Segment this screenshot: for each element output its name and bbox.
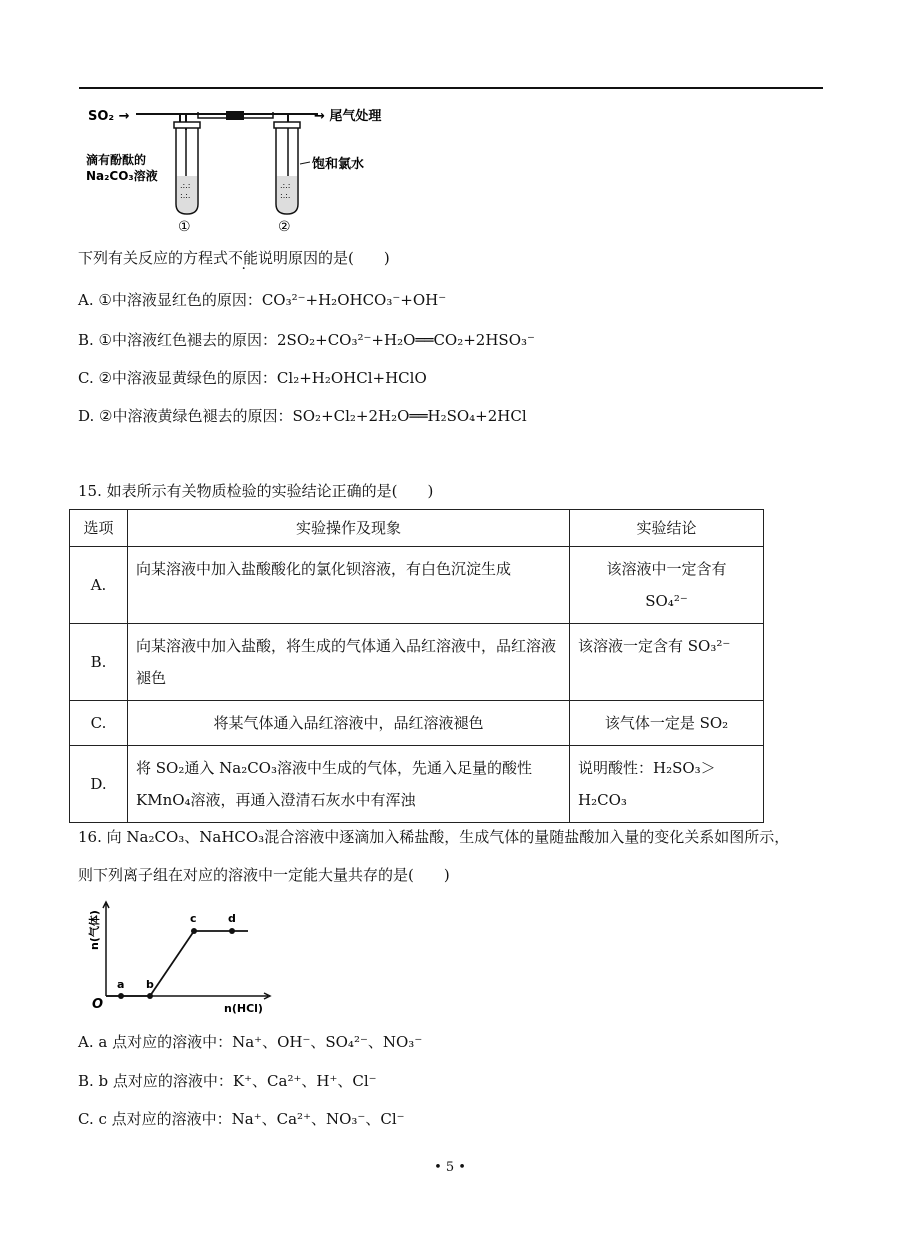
q14-option-a: A. ①中溶液显红色的原因：CO₃²⁻+H₂OHCO₃⁻+OH⁻ [78, 291, 447, 309]
tube2-stopper [274, 122, 300, 128]
row-operation: 将某气体通入品红溶液中，品红溶液褪色 [128, 701, 570, 746]
point-b [147, 993, 153, 999]
emphasis-text: 不能 [228, 249, 259, 267]
gas-curve [106, 931, 248, 996]
origin-label: O [92, 997, 104, 1012]
point-d [229, 928, 235, 934]
row-operation: 向某溶液中加入盐酸，将生成的气体通入品红溶液中，品红溶液褪色 [128, 624, 570, 701]
rubber-joint [226, 111, 244, 120]
x-axis-label: n(HCl) [224, 1002, 263, 1015]
q14-option-d: D. ②中溶液黄绿色褪去的原因：SO₂+Cl₂+2H₂O══H₂SO₄+2HCl [78, 407, 527, 425]
label-b: b [146, 978, 154, 991]
tube1-label-2: Na₂CO₃溶液 [86, 169, 158, 183]
page-number: • 5 • [434, 1160, 466, 1175]
table-row [70, 624, 764, 701]
table-row [70, 701, 764, 746]
row-operation: 将 SO₂通入 Na₂CO₃溶液中生成的气体，先通入足量的酸性 KMnO₄溶液，再通入澄清石灰水中有浑浊 [128, 746, 570, 823]
tube2-number: ② [278, 219, 291, 235]
q16-stem-line1: 16. 向 Na₂CO₃、NaHCO₃混合溶液中逐滴加入稀盐酸，生成气体的量随盐酸加入量的变化关系如图所示， [78, 828, 790, 846]
point-c [191, 928, 197, 934]
so2-label: SO₂ → [88, 109, 130, 124]
experiment-table [69, 509, 764, 823]
row-operation: 向某溶液中加入盐酸酸化的氯化钡溶液，有白色沉淀生成 [128, 547, 570, 624]
header-conclusion: 实验结论 [570, 510, 764, 547]
q14-option-b: B. ①中溶液红色褪去的原因：2SO₂+CO₃²⁻+H₂O══CO₂+2HSO₃⁻ [78, 331, 535, 349]
svg-text::.:.: :.:. [180, 191, 191, 200]
q15-stem: 15. 如表所示有关物质检验的实验结论正确的是( ) [78, 482, 434, 500]
y-axis-label: n(气体) [88, 910, 101, 950]
row-option: D. [70, 746, 128, 823]
header-operation: 实验操作及现象 [128, 510, 570, 547]
row-option: A. [70, 547, 128, 624]
table-row [70, 547, 764, 624]
tube1-stopper [174, 122, 200, 128]
tube2-label: 饱和氯水 [312, 157, 365, 172]
q16-stem-line2: 则下列离子组在对应的溶液中一定能大量共存的是( ) [78, 866, 450, 884]
q16-option-a: A. a 点对应的溶液中：Na⁺、OH⁻、SO₄²⁻、NO₃⁻ [78, 1033, 423, 1051]
table-header-row [70, 510, 764, 547]
label-c: c [190, 912, 197, 925]
q16-option-b: B. b 点对应的溶液中：K⁺、Ca²⁺、H⁺、Cl⁻ [78, 1072, 377, 1090]
q14-stem: 下列有关反应的方程式不能说明原因的是( ) [78, 249, 390, 267]
tube1-label-1: 滴有酚酞的 [86, 153, 147, 167]
row-conclusion: 说明酸性：H₂SO₃＞H₂CO₃ [570, 746, 764, 823]
svg-text::.:.: :.:. [280, 191, 291, 200]
point-a [118, 993, 124, 999]
svg-text:.:.:: .:.: [180, 181, 191, 190]
tail-gas-label: → 尾气处理 [314, 109, 382, 124]
label-a: a [117, 978, 125, 991]
svg-text:.:.:: .:.: [280, 181, 291, 190]
gas-vs-hcl-graph [88, 898, 288, 1023]
q16-option-c: C. c 点对应的溶液中：Na⁺、Ca²⁺、NO₃⁻、Cl⁻ [78, 1110, 405, 1128]
table-row [70, 746, 764, 823]
apparatus-diagram [78, 98, 398, 238]
q14-option-c: C. ②中溶液显黄绿色的原因：Cl₂+H₂OHCl+HClO [78, 369, 427, 387]
header-option: 选项 [70, 510, 128, 547]
row-conclusion: 该气体一定是 SO₂ [570, 701, 764, 746]
row-option: C. [70, 701, 128, 746]
row-conclusion: 该溶液一定含有 SO₃²⁻ [570, 624, 764, 701]
top-rule [79, 87, 823, 89]
label-d: d [228, 912, 236, 925]
tube1-number: ① [178, 219, 191, 235]
row-option: B. [70, 624, 128, 701]
row-conclusion: 该溶液中一定含有 SO₄²⁻ [570, 547, 764, 624]
